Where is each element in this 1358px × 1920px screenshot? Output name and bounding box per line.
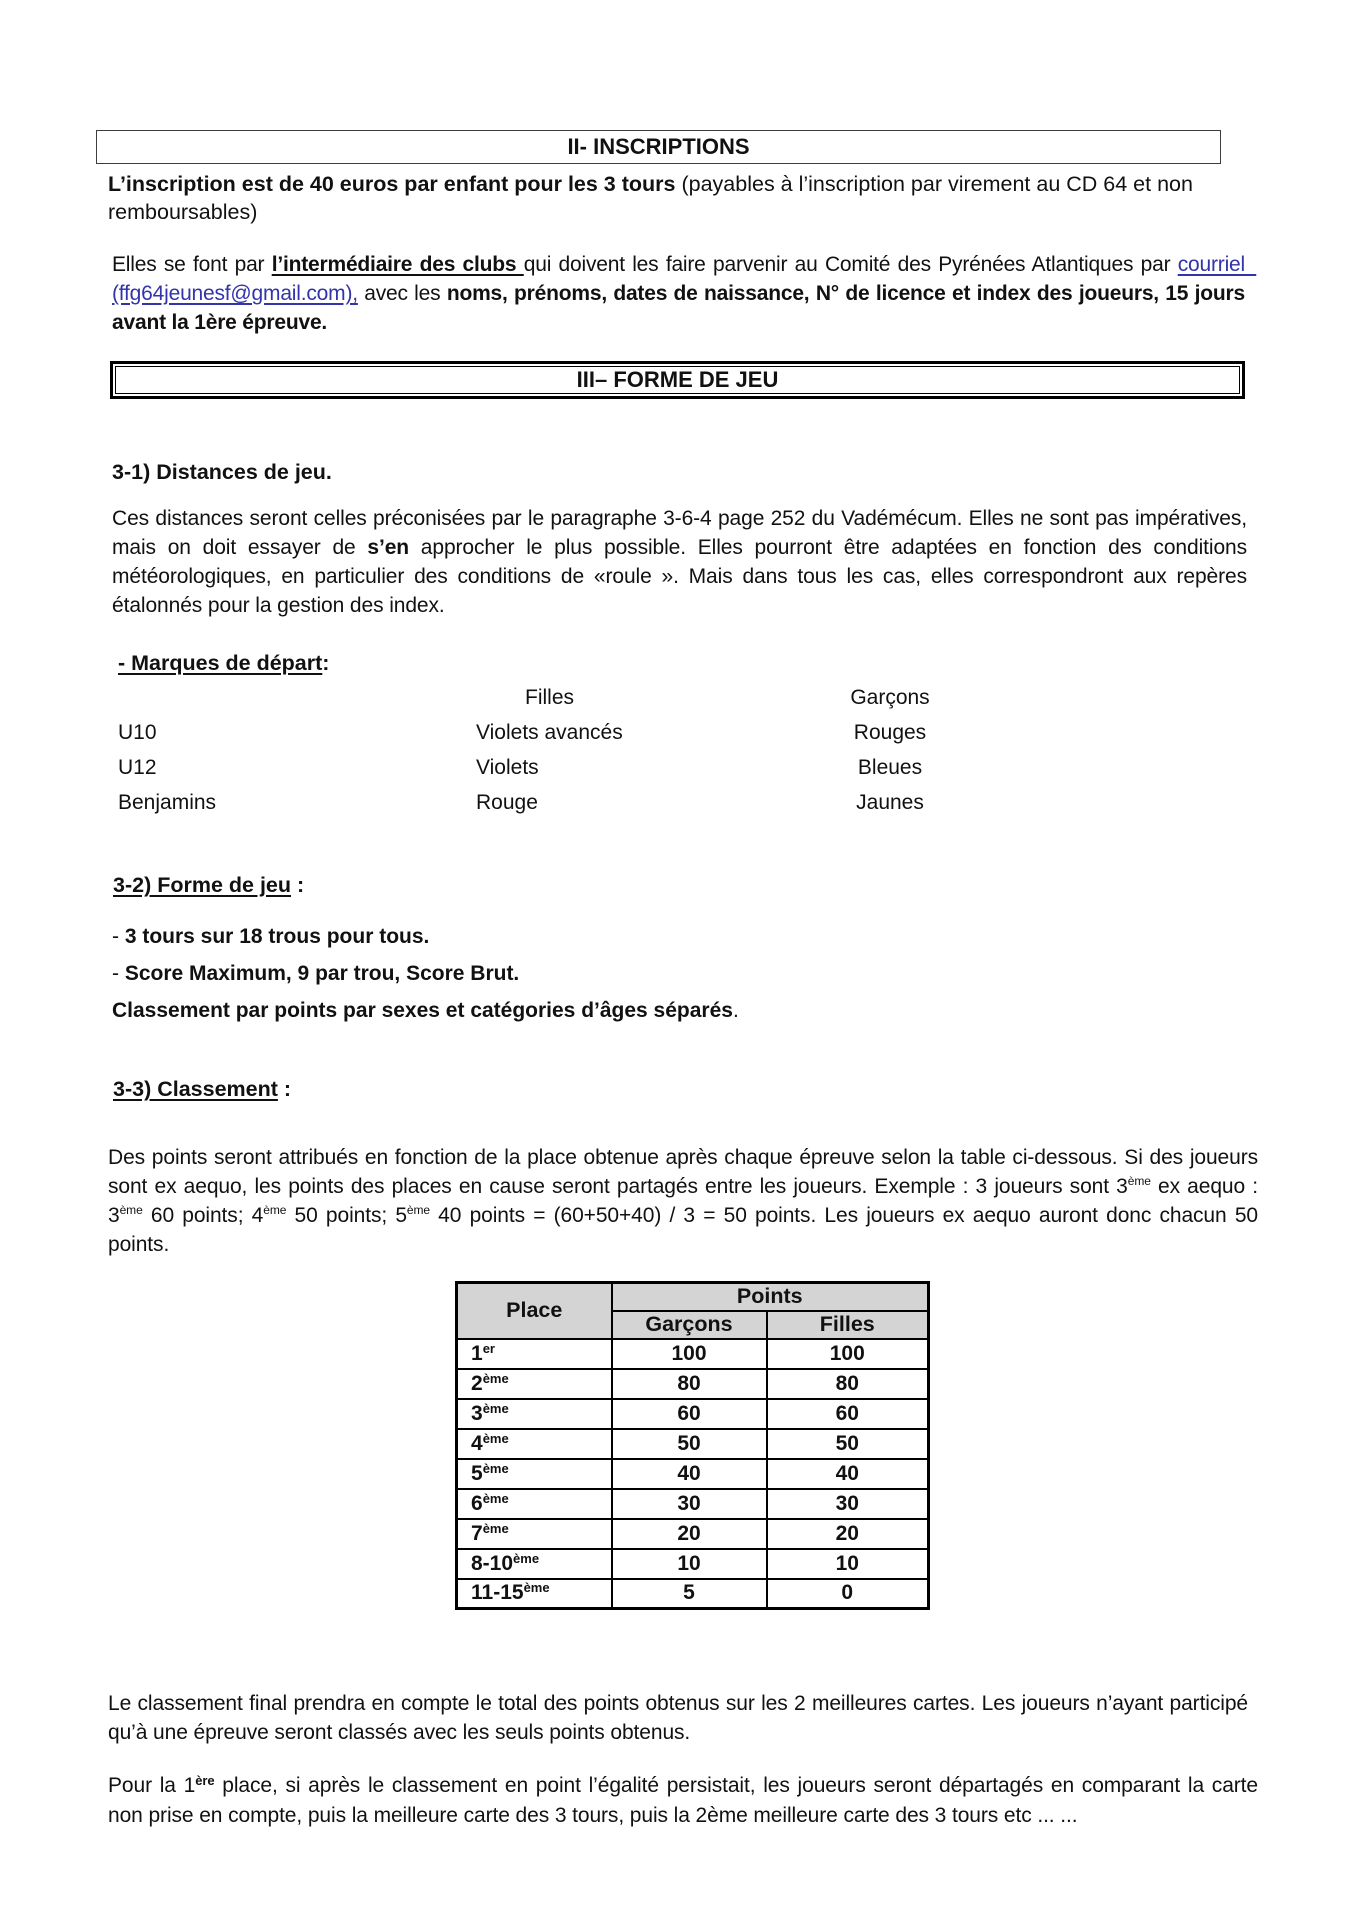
garcons-points-cell: 10 — [612, 1549, 767, 1579]
points-table-row — [457, 1429, 929, 1459]
place-cell — [457, 1549, 612, 1579]
marques-rows — [118, 721, 1178, 826]
filles-points-cell: 40 — [767, 1459, 929, 1489]
text-segment: 3-2) Forme de jeu — [113, 873, 292, 897]
ordinal-suffix: ème — [482, 1430, 509, 1446]
classement-paragraph — [108, 1143, 1264, 1259]
place-cell — [457, 1579, 612, 1609]
clubs-registration-paragraph — [112, 250, 1257, 337]
filles-points-cell: 60 — [767, 1399, 929, 1429]
marques-garcons-value: Jaunes — [856, 791, 924, 814]
ordinal-suffix: ème — [482, 1400, 509, 1416]
filles-points-cell: 80 — [767, 1369, 929, 1399]
garcons-points-cell: 40 — [612, 1459, 767, 1489]
ordinal-suffix: ème — [523, 1580, 550, 1596]
points-table-header-row-1 — [457, 1283, 929, 1311]
ordinal-suffix: ème — [406, 1203, 430, 1217]
text-segment: : — [277, 1077, 292, 1101]
place-cell — [457, 1459, 612, 1489]
marques-depart-table — [118, 686, 1178, 866]
text-segment: noms, prénoms, dates de naissance, N° de licence et index des joueurs, 15 jours avant la 1ère épreuve. — [112, 282, 1251, 334]
marques-category: Benjamins — [118, 791, 217, 814]
marques-row — [118, 791, 1178, 826]
text-segment: (payables à l’inscription par virement au CD 64 et non remboursables) — [108, 172, 1199, 224]
ordinal-suffix: ème — [513, 1550, 540, 1566]
ordinal-suffix: ère — [195, 1773, 215, 1788]
text-segment: 3 tours sur 18 trous pour tous. — [124, 925, 430, 948]
marques-garcons-value: Rouges — [853, 721, 927, 744]
text-segment: Elles se font par — [112, 253, 272, 276]
place-base: 4 — [471, 1431, 483, 1455]
place-base: 11-15 — [471, 1581, 524, 1605]
section-title-forme-de-jeu: III– FORME DE JEU — [115, 366, 1240, 394]
ordinal-suffix: ème — [263, 1203, 287, 1217]
ordinal-suffix: er — [482, 1340, 495, 1356]
text-segment: Classement par points par sexes et catégories d’âges séparés — [112, 999, 733, 1022]
filles-points-cell: 100 — [767, 1339, 929, 1369]
ordinal-suffix: ème — [482, 1460, 509, 1476]
section-box-forme-de-jeu — [110, 361, 1245, 399]
place-base: 6 — [471, 1491, 483, 1515]
garcons-points-cell: 20 — [612, 1519, 767, 1549]
forme-item-classement — [112, 999, 1112, 1023]
garcons-points-cell: 50 — [612, 1429, 767, 1459]
text-segment: avec les — [357, 282, 447, 305]
text-segment: 40 points = (60+50+40) / 3 = 50 points. Les joueurs ex aequo auront donc chacun 50 points. — [108, 1204, 1264, 1256]
section-box-inscriptions — [96, 130, 1221, 164]
text-segment: 50 points; 5 — [286, 1204, 407, 1227]
text-segment: place, si après le classement en point l’égalité persistait, les joueurs seront départagés en comparant la carte non prise en compte, puis la meilleure carte des 3 tours, puis la 2ème meilleure carte des 3 tours etc ... ... — [108, 1774, 1264, 1827]
points-table-header-garcons: Garçons — [612, 1311, 767, 1339]
marques-header-filles: Filles — [525, 686, 575, 709]
garcons-points-cell: 100 — [612, 1339, 767, 1369]
text-segment: - — [112, 925, 125, 948]
text-segment: : — [291, 873, 305, 897]
place-cell — [457, 1339, 612, 1369]
filles-points-cell: 10 — [767, 1549, 929, 1579]
garcons-points-cell: 60 — [612, 1399, 767, 1429]
final-ranking-paragraph — [108, 1689, 1254, 1747]
section-title-inscriptions: II- INSCRIPTIONS — [567, 134, 750, 159]
ordinal-suffix: ème — [482, 1520, 509, 1536]
filles-points-cell: 20 — [767, 1519, 929, 1549]
points-table-header-place: Place — [457, 1283, 612, 1339]
points-table-row — [457, 1549, 929, 1579]
distances-paragraph — [112, 504, 1253, 620]
filles-points-cell: 50 — [767, 1429, 929, 1459]
text-segment: . — [732, 999, 739, 1022]
section-3-2-heading — [113, 873, 304, 898]
marques-filles-value: Violets avancés — [476, 721, 623, 744]
section-3-1-heading: 3-1) Distances de jeu. — [112, 460, 332, 484]
text-segment: L’inscription est de 40 euros par enfant pour les 3 tours — [108, 172, 682, 196]
points-table-row — [457, 1489, 929, 1519]
place-cell — [457, 1489, 612, 1519]
marques-header-garcons: Garçons — [850, 686, 930, 709]
text-segment: s’en — [367, 536, 410, 559]
ordinal-suffix: ème — [482, 1490, 509, 1506]
text-segment: - — [112, 962, 125, 985]
marques-category: U12 — [118, 756, 157, 779]
text-segment: 3-3) Classement — [113, 1077, 278, 1101]
text-segment: Score Maximum, 9 par trou, Score Brut. — [124, 962, 520, 985]
place-cell — [457, 1399, 612, 1429]
points-table-row — [457, 1579, 929, 1609]
place-base: 3 — [471, 1401, 483, 1425]
ordinal-suffix: ème — [1127, 1174, 1151, 1188]
marques-row — [118, 756, 1178, 791]
inscription-fee-paragraph — [108, 170, 1233, 226]
place-base: 2 — [471, 1371, 483, 1395]
ordinal-suffix: ème — [119, 1203, 143, 1217]
text-segment: - Marques de départ — [118, 651, 323, 675]
place-cell — [457, 1429, 612, 1459]
place-base: 8-10 — [471, 1551, 514, 1575]
text-segment: Le classement final prendra en compte le total des points obtenus sur les 2 meilleures cartes. Les joueurs n’ayant participé qu’à une épreuve seront classés avec les seuls points obtenus. — [108, 1692, 1254, 1744]
place-base: 5 — [471, 1461, 483, 1485]
tiebreak-paragraph — [108, 1771, 1264, 1831]
points-table-header-points: Points — [612, 1283, 929, 1311]
marques-header-row — [118, 686, 1178, 721]
text-segment: : — [322, 651, 330, 675]
points-table-row — [457, 1399, 929, 1429]
points-table-row — [457, 1369, 929, 1399]
place-base: 1 — [471, 1341, 483, 1365]
garcons-points-cell: 30 — [612, 1489, 767, 1519]
place-base: 7 — [471, 1521, 483, 1545]
marques-garcons-value: Bleues — [857, 756, 923, 779]
marques-filles-value: Violets — [476, 756, 539, 779]
ordinal-suffix: ème — [482, 1370, 509, 1386]
marques-depart-heading — [118, 651, 329, 676]
marques-filles-value: Rouge — [476, 791, 538, 814]
email-link[interactable]: courriel (ffg64jeunesf@gmail.com), — [112, 253, 1257, 305]
text-segment: 60 points; 4 — [142, 1204, 264, 1227]
points-table-header-filles: Filles — [767, 1311, 929, 1339]
forme-item-tours — [112, 925, 1112, 949]
place-cell — [457, 1519, 612, 1549]
filles-points-cell: 30 — [767, 1489, 929, 1519]
text-segment: Des points seront attribués en fonction de la place obtenue après chaque épreuve selon la table ci-dessous. Si des joueurs sont ex aequo, les points des places en cause seront partagés entre les joueurs. Exemple : 3 joueurs sont 3 — [108, 1146, 1264, 1198]
text-segment: Pour la 1 — [108, 1774, 196, 1797]
place-cell — [457, 1369, 612, 1399]
text-segment: ex aequo : 3 — [108, 1175, 1264, 1227]
text-segment: qui doivent les faire parvenir au Comité des Pyrénées Atlantiques par — [523, 253, 1178, 276]
points-table-row — [457, 1459, 929, 1489]
text-segment: Ces distances seront celles préconisées par le paragraphe 3-6-4 page 252 du Vadémécum. Elles ne sont pas impératives, mais on doit essayer de — [112, 507, 1253, 559]
marques-category: U10 — [118, 721, 157, 744]
points-table-container — [455, 1281, 930, 1610]
garcons-points-cell: 5 — [612, 1579, 767, 1609]
points-table-row — [457, 1339, 929, 1369]
points-table-row — [457, 1519, 929, 1549]
garcons-points-cell: 80 — [612, 1369, 767, 1399]
section-3-3-heading — [113, 1077, 291, 1102]
text-segment: l’intermédiaire des clubs — [271, 253, 524, 276]
text-segment: approcher le plus possible. Elles pourront être adaptées en fonction des conditions météorologiques, en particulier des conditions de «roule ». Mais dans tous les cas, elles correspondront aux repères étalonnés pour la gestion des index. — [112, 536, 1253, 617]
filles-points-cell: 0 — [767, 1579, 929, 1609]
forme-item-score — [112, 962, 1112, 986]
marques-row — [118, 721, 1178, 756]
points-table — [455, 1281, 930, 1610]
